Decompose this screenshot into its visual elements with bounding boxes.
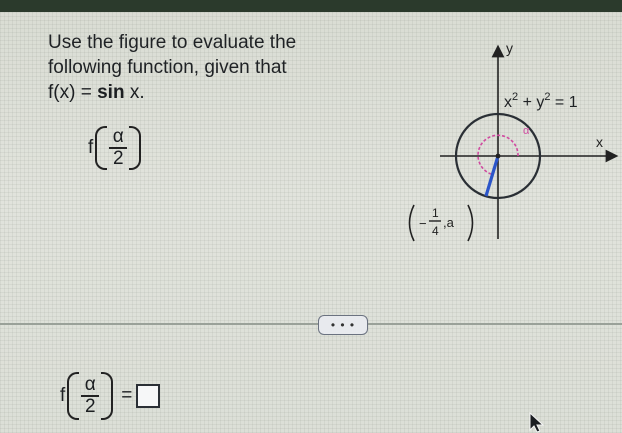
equation-exp-2: 2 [544, 91, 551, 103]
answer-expression [60, 372, 160, 420]
unit-circle-figure [400, 35, 622, 260]
point-right-paren [468, 205, 473, 241]
answer-fraction [81, 375, 99, 417]
equation-plus: + [518, 94, 537, 111]
terminal-side [486, 156, 498, 196]
top-bar [0, 0, 622, 12]
expression-fname: f [88, 137, 94, 158]
point-denominator: 4 [432, 224, 439, 238]
equation-x: x [504, 94, 512, 111]
point-sign: − [419, 216, 427, 231]
circle-equation [504, 91, 578, 111]
right-paren [129, 126, 141, 170]
expression-numerator: α [112, 126, 124, 147]
answer-left-paren [67, 372, 79, 420]
equation-y: y [536, 94, 545, 111]
question-prompt [48, 30, 338, 80]
x-axis-label: x [596, 134, 603, 150]
expand-more-button[interactable]: • • • [318, 315, 368, 335]
function-prefix: f(x) = [48, 82, 98, 103]
section-divider [0, 323, 622, 325]
answer-fname: f [60, 385, 66, 406]
question-line-1: Use the figure to evaluate the [48, 32, 297, 53]
point-a: ,a [443, 215, 454, 230]
y-axis-label: y [506, 40, 513, 56]
answer-denominator: 2 [84, 396, 96, 417]
function-name: sin [97, 82, 125, 103]
equation-exp-1: 2 [512, 91, 519, 103]
evaluate-expression [88, 126, 143, 170]
expression-denominator: 2 [112, 148, 124, 169]
point-numerator: 1 [432, 206, 439, 220]
answer-equals: = [121, 385, 133, 406]
terminal-point-label [410, 205, 473, 241]
angle-label: α [523, 125, 530, 137]
point-left-paren [410, 205, 415, 241]
question-line-2: following function, given that [48, 57, 287, 78]
function-suffix: x. [124, 82, 145, 103]
mouse-cursor-icon [528, 412, 546, 433]
answer-numerator: α [84, 374, 96, 395]
answer-input-box[interactable] [136, 384, 160, 408]
equation-rhs: = 1 [550, 94, 578, 111]
origin-point [496, 154, 501, 159]
left-paren [95, 126, 107, 170]
function-definition [48, 82, 145, 104]
expression-fraction [109, 127, 127, 169]
answer-right-paren [101, 372, 113, 420]
